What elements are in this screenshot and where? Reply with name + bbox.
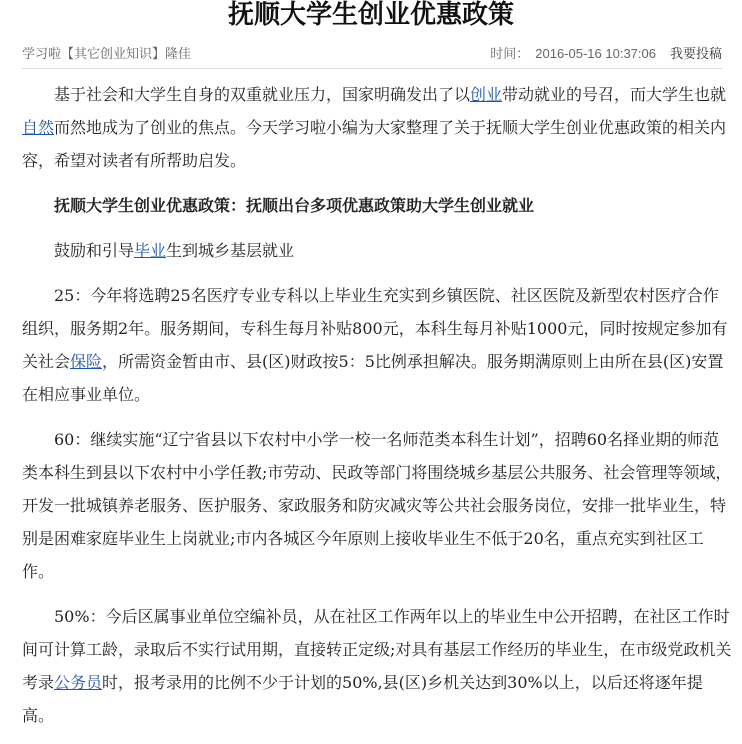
paragraph-60: 60：继续实施“辽宁省县以下农村中小学一校一名师范类本科生计划”，招聘60名择业期的师范类本科生到县以下农村中小学任教;市劳动、民政等部门将围绕城乡基层公共服务、社会管理等领域，开发一批城镇养老服务、医护服务、家政服务和防灾减灾等公共社会服务岗位，安排一批毕业生，特别是困难家庭毕业生上岗就业;市内各城区今年原则上接收毕业生不低于20名，重点充实到社区工作。	[22, 430, 732, 581]
text-segment: ，所需资金暂由市、县(区)财政按5：5比例承担解决。服务期满原则上由所在县(区)安置在相应事业单位。	[22, 352, 724, 404]
article-meta	[0, 44, 742, 68]
link-chuangye[interactable]: 创业	[470, 85, 503, 104]
section-heading: 抚顺大学生创业优惠政策：抚顺出台多项优惠政策助大学生创业就业	[54, 196, 535, 215]
text-segment: 生到城乡基层就业	[166, 241, 295, 260]
paragraph-encourage	[22, 234, 734, 267]
article-title: 抚顺大学生创业优惠政策	[227, 0, 514, 30]
paragraph-50-percent	[22, 600, 734, 732]
text-segment: 带动就业的号召，而大学生也就	[502, 85, 727, 104]
link-gongwuyuan[interactable]: 公务员	[54, 673, 103, 692]
text-segment: 鼓励和引导	[54, 241, 135, 260]
link-baoxian[interactable]: 保险	[70, 352, 103, 371]
text-segment: 基于社会和大学生自身的双重就业压力，国家明确发出了以	[54, 85, 471, 104]
meta-right	[490, 44, 722, 64]
publish-time: 2016-05-16 10:37:06	[535, 46, 656, 61]
time-label: 时间：	[490, 46, 530, 61]
text-segment: 时，报考录用的比例不少于计划的50%,县(区)乡机关达到30%以上，以后还将逐年提高。	[22, 673, 703, 725]
paragraph-intro	[22, 78, 734, 177]
submit-article-link[interactable]: 我要投稿	[669, 46, 722, 61]
text-segment: 而然地成为了创业的焦点。今天学习啦小编为大家整理了关于抚顺大学生创业优惠政策的相关内容，希望对读者有所帮助启发。	[22, 118, 727, 170]
link-biye[interactable]: 毕业	[134, 241, 167, 260]
meta-divider	[22, 68, 722, 69]
text-segment: 50%：今后区属事业单位空编补员，从在社区工作两年以上的毕业生中公开招聘，在社区工作时间可计算工龄，录取后不实行试用期，直接转正定级;对具有基层工作经历的毕业生，在市级党政机关考录	[22, 607, 732, 692]
article-source: 学习啦【其它创业知识】隆佳	[22, 46, 192, 61]
link-ziran[interactable]: 自然	[22, 118, 55, 137]
text-segment: 25：今年将选聘25名医疗专业专科以上毕业生充实到乡镇医院、社区医院及新型农村医疗合作组织，服务期2年。服务期间，专科生每月补贴800元，本科生每月补贴1000元，同时按规定参加有关社会	[22, 286, 728, 371]
paragraph-25	[22, 279, 734, 411]
article-body	[22, 78, 734, 744]
